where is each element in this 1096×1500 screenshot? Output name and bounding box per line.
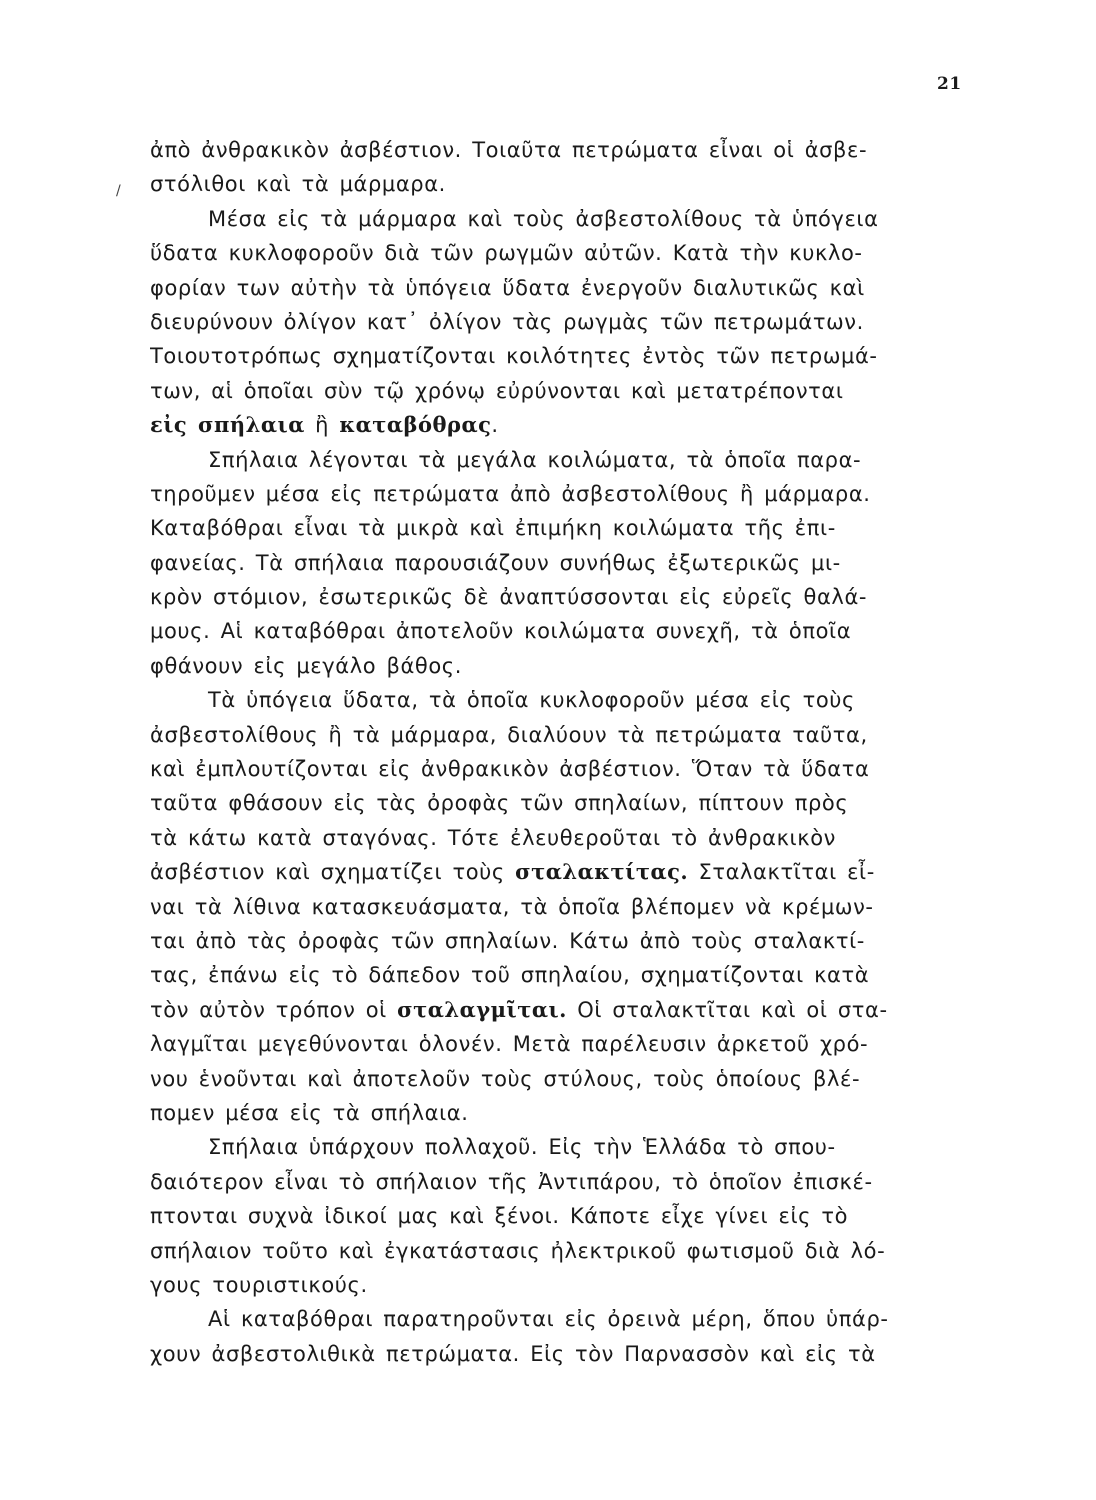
text-line-with-emphasis: [150, 993, 970, 1027]
text-line: ναι τὰ λίθινα κατασκευάσματα, τὰ ὁποῖα βλέπομεν νὰ κρέμων-: [150, 894, 874, 919]
text-line: ταῦτα φθάσουν εἰς τὰς ὀροφὰς τῶν σπηλαίων, πίπτουν πρὸς: [150, 791, 849, 816]
text-line: πομεν μέσα εἰς τὰ σπήλαια.: [150, 1100, 469, 1125]
text-line: Τὰ ὑπόγεια ὕδατα, τὰ ὁποῖα κυκλοφοροῦν μέσα εἰς τοὺς: [208, 688, 855, 713]
text-line-with-emphasis: [150, 408, 970, 442]
text-line: κρὸν στόμιον, ἐσωτερικῶς δὲ ἀναπτύσσονται εἰς εὐρεῖς θαλά-: [150, 585, 868, 610]
text-line: γους τουριστικούς.: [150, 1272, 368, 1297]
text-line: δαιότερον εἶναι τὸ σπήλαιον τῆς Ἀντιπάρου, τὸ ὁποῖον ἐπισκέ-: [150, 1169, 873, 1194]
text-line: ται ἀπὸ τὰς ὀροφὰς τῶν σπηλαίων. Κάτω ἀπὸ τοὺς σταλακτί-: [150, 928, 865, 953]
text-line: τὰ κάτω κατὰ σταγόνας. Τότε ἐλευθεροῦται τὸ ἀνθρακικὸν: [150, 825, 837, 850]
text-fragment: .: [491, 413, 499, 438]
text-line: ἀσβεστολίθους ἢ τὰ μάρμαρα, διαλύουν τὰ πετρώματα ταῦτα,: [150, 722, 868, 747]
text-line: νου ἑνοῦνται καὶ ἀποτελοῦν τοὺς στύλους, τοὺς ὁποίους βλέ-: [150, 1066, 861, 1091]
text-line: φανείας. Τὰ σπήλαια παρουσιάζουν συνήθως ἐξωτερικῶς μι-: [150, 550, 841, 575]
text-line: τηροῦμεν μέσα εἰς πετρώματα ἀπὸ ἀσβεστολίθους ἢ μάρμαρα.: [150, 481, 871, 506]
text-line: φορίαν των αὐτὴν τὰ ὑπόγεια ὕδατα ἐνεργοῦν διαλυτικῶς καὶ: [150, 275, 865, 300]
term-caves: εἰς σπήλαια: [150, 412, 305, 438]
term-stalagmites: σταλαγμῖται.: [397, 996, 567, 1022]
term-stalactites: σταλακτίτας.: [515, 859, 689, 885]
text-fragment: ἀσβέστιον καὶ σχηματίζει τοὺς: [150, 860, 516, 885]
text-line: σπήλαιον τοῦτο καὶ ἐγκατάστασις ἠλεκτρικοῦ φωτισμοῦ διὰ λό-: [150, 1238, 886, 1263]
text-fragment: τὸν αὐτὸν τρόπον οἱ: [150, 997, 398, 1022]
term-sinkholes: καταβόθρας: [339, 412, 492, 438]
text-line: ἀπὸ ἀνθρακικὸν ἀσβέστιον. Τοιαῦτα πετρώματα εἶναι οἱ ἀσβε-: [150, 138, 868, 162]
text-line: λαγμῖται μεγεθύνονται ὁλονέν. Μετὰ παρέλευσιν ἀρκετοῦ χρό-: [150, 1032, 869, 1057]
text-fragment: ἢ: [304, 413, 340, 438]
text-line: χουν ἀσβεστολιθικὰ πετρώματα. Εἰς τὸν Παρνασσὸν καὶ εἰς τὰ: [150, 1341, 876, 1366]
text-line: των, αἱ ὁποῖαι σὺν τῷ χρόνῳ εὐρύνονται καὶ μετατρέπονται: [150, 378, 844, 403]
text-line: τας, ἐπάνω εἰς τὸ δάπεδον τοῦ σπηλαίου, σχηματίζονται κατὰ: [150, 963, 870, 988]
text-line: Τοιουτοτρόπως σχηματίζονται κοιλότητες ἐντὸς τῶν πετρωμά-: [150, 344, 878, 369]
text-line: πτονται συχνὰ ἰδικοί μας καὶ ξένοι. Κάποτε εἶχε γίνει εἰς τὸ: [150, 1204, 849, 1229]
text-fragment: Οἱ σταλακτῖται καὶ οἱ στα-: [566, 997, 888, 1022]
page-number: 21: [937, 74, 962, 94]
text-line: ὕδατα κυκλοφοροῦν διὰ τῶν ρωγμῶν αὐτῶν. Κατὰ τὴν κυκλο-: [150, 241, 863, 266]
text-line: Καταβόθραι εἶναι τὰ μικρὰ καὶ ἐπιμήκη κοιλώματα τῆς ἐπι-: [150, 516, 836, 541]
margin-mark: /: [116, 183, 121, 199]
text-line: Σπήλαια λέγονται τὰ μεγάλα κοιλώματα, τὰ ὁποῖα παρα-: [208, 447, 862, 472]
text-line-with-emphasis: [150, 855, 970, 889]
text-line: Σπήλαια ὑπάρχουν πολλαχοῦ. Εἰς τὴν Ἑλλάδα τὸ σπου-: [208, 1135, 836, 1160]
body-text: [150, 133, 970, 1371]
text-line: στόλιθοι καὶ τὰ μάρμαρα.: [150, 172, 446, 197]
text-fragment: Σταλακτῖται εἶ-: [688, 860, 875, 885]
text-line: διευρύνουν ὀλίγον κατ᾿ ὀλίγον τὰς ρωγμὰς τῶν πετρωμάτων.: [150, 309, 864, 334]
text-line: φθάνουν εἰς μεγάλο βάθος.: [150, 653, 463, 678]
text-line: μους. Αἱ καταβόθραι ἀποτελοῦν κοιλώματα συνεχῆ, τὰ ὁποῖα: [150, 619, 852, 644]
text-line: καὶ ἐμπλουτίζονται εἰς ἀνθρακικὸν ἀσβέστιον. Ὅταν τὰ ὕδατα: [150, 757, 870, 782]
text-line: Μέσα εἰς τὰ μάρμαρα καὶ τοὺς ἀσβεστολίθους τὰ ὑπόγεια: [208, 206, 879, 231]
text-line: Αἱ καταβόθραι παρατηροῦνται εἰς ὀρεινὰ μέρη, ὅπου ὑπάρ-: [208, 1307, 889, 1332]
